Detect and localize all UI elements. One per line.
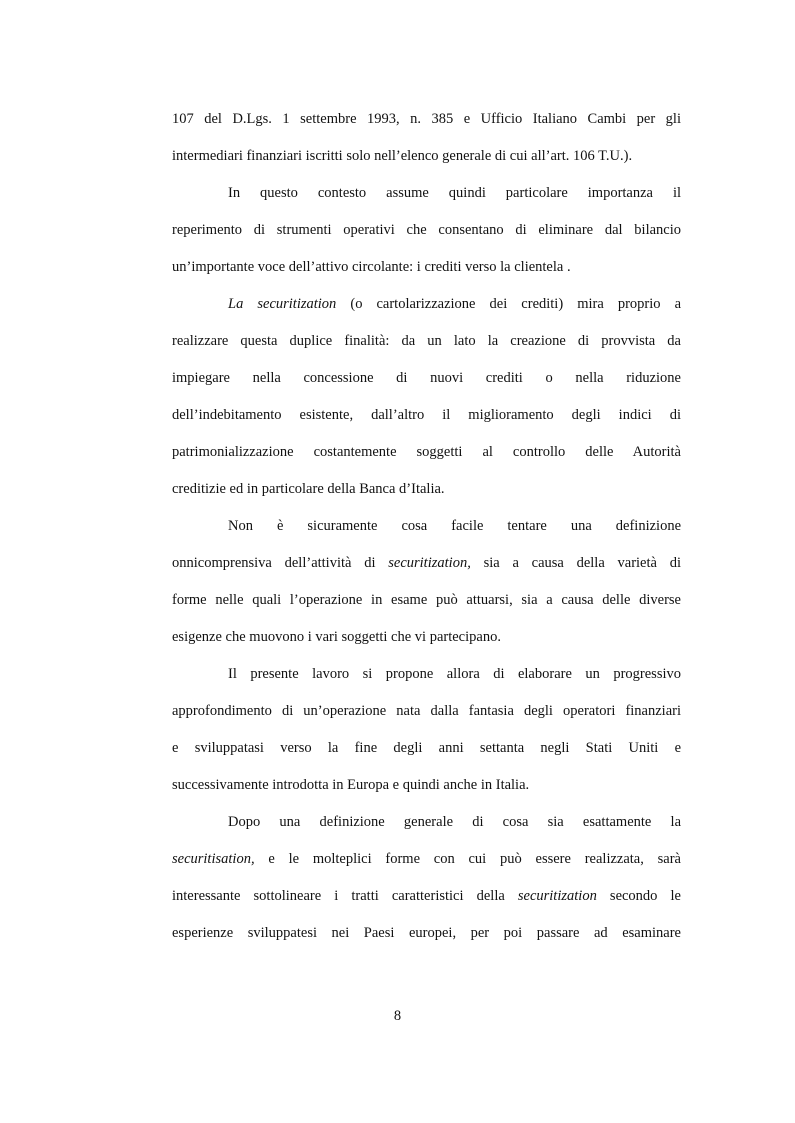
text-line — [172, 696, 681, 733]
text-run: In questo contesto assume quindi particolare importanza il — [228, 185, 681, 201]
text-run: patrimonializzazione costantemente soggetti al controllo delle Autorità — [172, 444, 681, 460]
text-line — [172, 252, 681, 289]
text-run: sia a causa della varietà di — [470, 555, 681, 571]
paragraph-5 — [172, 659, 681, 807]
text-run: 107 del D.Lgs. 1 settembre 1993, n. 385 e Ufficio Italiano Cambi per gli — [172, 111, 681, 127]
page-number: 8 — [393, 1008, 402, 1024]
text-run: creditizie ed in particolare della Banca d’Italia. — [172, 481, 445, 497]
text-line — [172, 289, 681, 326]
text-run: un’importante voce dell’attivo circolante: i crediti verso la clientela . — [172, 259, 571, 275]
text-line — [172, 659, 681, 696]
paragraph-1 — [172, 104, 681, 178]
text-line — [172, 104, 681, 141]
text-line — [172, 141, 681, 178]
document-body — [172, 104, 681, 955]
text-run: approfondimento di un’operazione nata dalla fantasia degli operatori finanziari — [172, 703, 681, 719]
text-run: interessante sottolineare i tratti caratteristici della — [172, 888, 518, 904]
text-run: impiegare nella concessione di nuovi crediti o nella riduzione — [172, 370, 681, 386]
text-line — [172, 215, 681, 252]
text-line — [172, 437, 681, 474]
text-run: Dopo una definizione generale di cosa sia esattamente la — [228, 814, 681, 830]
text-line — [172, 770, 681, 807]
text-line — [172, 474, 681, 511]
text-run: (o cartolarizzazione dei crediti) mira proprio a — [336, 296, 681, 312]
text-run: Il presente lavoro si propone allora di elaborare un progressivo — [228, 666, 681, 682]
text-run: forme nelle quali l’operazione in esame può attuarsi, sia a causa delle diverse — [172, 592, 681, 608]
text-run: esigenze che muovono i vari soggetti che vi partecipano. — [172, 629, 501, 645]
text-run: onnicomprensiva dell’attività di — [172, 555, 389, 571]
text-line — [172, 511, 681, 548]
text-line — [172, 622, 681, 659]
text-run: secondo le — [596, 888, 681, 904]
text-run: Non è sicuramente cosa facile tentare una definizione — [228, 518, 681, 534]
text-line — [172, 844, 681, 881]
text-line — [172, 918, 681, 955]
text-run: realizzare questa duplice finalità: da un lato la creazione di provvista da — [172, 333, 681, 349]
paragraph-4 — [172, 511, 681, 659]
text-line — [172, 548, 681, 585]
text-line — [172, 363, 681, 400]
text-line — [172, 881, 681, 918]
italic-term: La securitization — [228, 296, 337, 312]
paragraph-3 — [172, 289, 681, 511]
paragraph-2 — [172, 178, 681, 289]
text-line — [172, 400, 681, 437]
text-run: dell’indebitamento esistente, dall’altro il miglioramento degli indici di — [172, 407, 681, 423]
text-run: intermediari finanziari iscritti solo nell’elenco generale di cui all’art. 106 T.U.). — [172, 148, 633, 164]
text-run: e sviluppatasi verso la fine degli anni settanta negli Stati Uniti e — [172, 740, 681, 756]
text-run: reperimento di strumenti operativi che consentano di eliminare dal bilancio — [172, 222, 681, 238]
text-run: e le molteplici forme con cui può essere realizzata, sarà — [254, 851, 681, 867]
text-line — [172, 807, 681, 844]
text-line — [172, 178, 681, 215]
italic-term: securitization — [517, 888, 597, 904]
text-run: successivamente introdotta in Europa e quindi anche in Italia. — [172, 777, 530, 793]
text-line — [172, 585, 681, 622]
text-line — [172, 733, 681, 770]
italic-term: securitisation, — [172, 851, 255, 867]
italic-term: securitization, — [388, 555, 471, 571]
paragraph-6 — [172, 807, 681, 955]
text-line — [172, 326, 681, 363]
text-run: esperienze sviluppatesi nei Paesi europei, per poi passare ad esaminare — [172, 925, 681, 941]
